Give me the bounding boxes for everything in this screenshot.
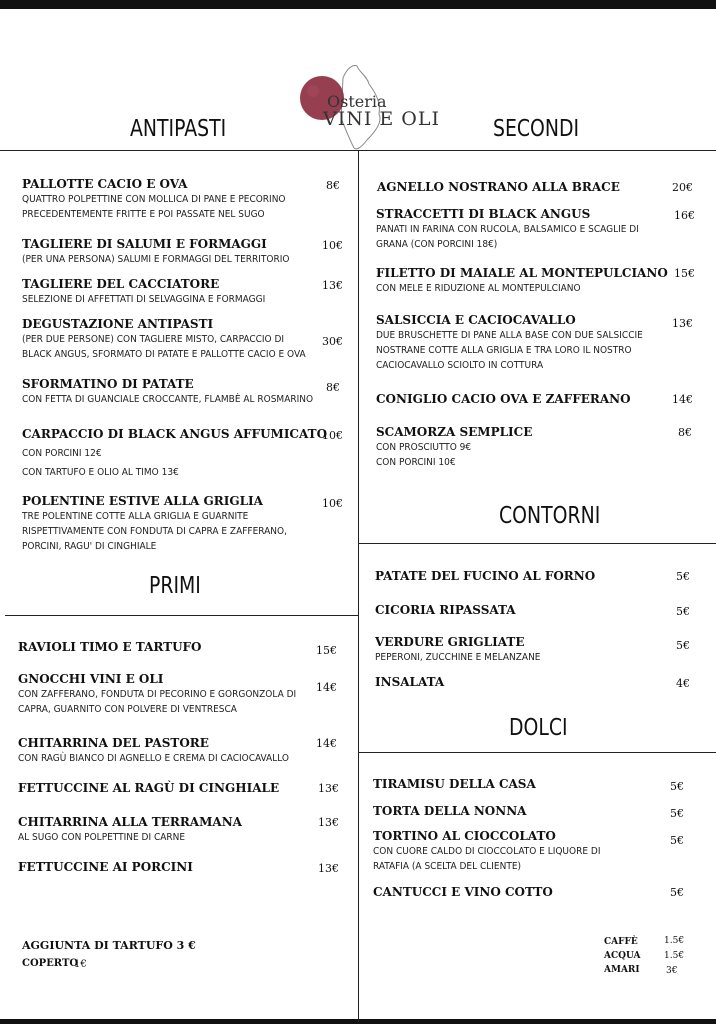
item-desc: AL SUGO CON POLPETTINE DI CARNE [18,832,186,843]
item-name: PALLOTTE CACIO E OVA [22,177,188,191]
list-item [376,425,668,470]
heading-dolci: DOLCI [509,715,568,741]
list-item [375,675,665,690]
item-price: 13€ [672,317,693,330]
osteria-logo [295,58,445,153]
item-name: TIRAMISU DELLA CASA [373,777,536,791]
item-price: 8€ [678,426,692,439]
drink-caffe: CAFFÈ [604,937,638,947]
item-name: CHITARRINA DEL PASTORE [18,736,209,750]
list-item [22,237,322,267]
item-price: 8€ [326,179,340,192]
divider-primi [5,615,358,616]
list-item [376,313,646,373]
heading-secondi: SECONDI [493,116,580,142]
item-price: 5€ [670,886,684,899]
list-item [18,640,308,655]
item-desc: CON FETTA DI GUANCIALE CROCCANTE, FLAMBÈ AL ROSMARINO [22,394,314,405]
list-item [373,885,663,900]
item-price: 10€ [322,429,343,442]
item-desc: CON PROSCIUTTO 9€ [376,442,472,453]
item-name: TAGLIERE DEL CACCIATORE [22,277,220,291]
list-item [22,317,312,362]
item-price: 20€ [672,181,693,194]
list-item [22,494,322,554]
item-name: DEGUSTAZIONE ANTIPASTI [22,317,214,331]
list-item [375,603,665,618]
item-desc: CON PORCINI 12€ [22,448,102,459]
list-item [375,635,665,665]
item-desc: QUATTRO POLPETTINE CON MOLLICA DI PANE E PECORINO PRECEDENTEMENTE FRITTE E POI PASSATE NEL SUGO [22,194,286,220]
item-price: 14€ [316,681,337,694]
list-item [22,277,322,307]
item-name: STRACCETTI DI BLACK ANGUS [376,207,591,221]
drink-amari: AMARI [604,965,640,975]
item-price: 5€ [670,780,684,793]
drink-amari-price: 3€ [666,966,678,976]
item-price: 16€ [674,209,695,222]
list-item [377,180,667,195]
divider-dolci [358,752,716,753]
item-desc: CON PORCINI 10€ [376,457,456,468]
item-price: 8€ [326,381,340,394]
list-item [22,177,322,222]
item-price: 13€ [318,782,339,795]
item-name: GNOCCHI VINI E OLI [18,672,164,686]
coperto-label: COPERTO [22,958,79,969]
logo-osteria-text: Osteria [327,92,387,111]
item-name: CARPACCIO DI BLACK ANGUS AFFUMICATO [22,427,328,441]
item-name: INSALATA [375,675,445,689]
drink-acqua: ACQUA [604,951,641,961]
item-price: 4€ [676,677,690,690]
item-desc: PANATI IN FARINA CON RUCOLA, BALSAMICO E SCAGLIE DI GRANA (CON PORCINI 18€) [376,224,639,250]
item-price: 5€ [676,605,690,618]
item-price: 13€ [318,862,339,875]
item-name: SCAMORZA SEMPLICE [376,425,533,439]
list-item [376,266,668,296]
item-desc: CON ZAFFERANO, FONDUTA DI PECORINO E GORGONZOLA DI CAPRA, GUARNITO CON POLVERE DI VENTRESCA [18,689,297,715]
item-desc: CON MELE E RIDUZIONE AL MONTEPULCIANO [376,283,581,294]
item-name: CONIGLIO CACIO OVA E ZAFFERANO [376,392,631,406]
item-name: CHITARRINA ALLA TERRAMANA [18,815,242,829]
list-item [373,804,663,819]
item-name: SFORMATINO DI PATATE [22,377,194,391]
item-name: FETTUCCINE AL RAGÙ DI CINGHIALE [18,781,280,795]
drink-acqua-price: 1.5€ [664,951,685,961]
item-name: TORTINO AL CIOCCOLATO [373,829,556,843]
list-item [373,829,613,874]
item-name: FETTUCCINE AI PORCINI [18,860,193,874]
item-price: 14€ [316,737,337,750]
item-price: 10€ [322,497,343,510]
item-desc: CON RAGÙ BIANCO DI AGNELLO E CREMA DI CACIOCAVALLO [18,753,289,764]
item-desc: (PER UNA PERSONA) SALUMI E FORMAGGI DEL TERRITORIO [22,254,290,265]
list-item [18,736,308,766]
item-name: SALSICCIA E CACIOCAVALLO [376,313,576,327]
item-name: CICORIA RIPASSATA [375,603,516,617]
list-item [22,427,328,480]
item-price: 5€ [670,807,684,820]
item-name: FILETTO DI MAIALE AL MONTEPULCIANO [376,266,668,280]
item-desc: PEPERONI, ZUCCHINE E MELANZANE [375,652,541,663]
tartufo-addition: AGGIUNTA DI TARTUFO 3 € [22,939,196,952]
item-price: 30€ [322,335,343,348]
item-price: 15€ [316,644,337,657]
list-item [18,781,308,796]
list-item [373,777,663,792]
item-name: AGNELLO NOSTRANO ALLA BRACE [377,180,620,194]
item-price: 13€ [318,816,339,829]
item-desc: (PER DUE PERSONE) CON TAGLIERE MISTO, CARPACCIO DI BLACK ANGUS, SFORMATO DI PATATE E PALLOTTE CACIO E OVA [22,334,306,360]
coperto-price: 1€ [74,959,87,970]
item-name: VERDURE GRIGLIATE [375,635,525,649]
list-item [376,207,668,252]
item-name: CANTUCCI E VINO COTTO [373,885,553,899]
item-name: RAVIOLI TIMO E TARTUFO [18,640,202,654]
item-name: PATATE DEL FUCINO AL FORNO [375,569,596,583]
list-item [18,672,308,717]
heading-primi: PRIMI [149,573,201,599]
item-desc: DUE BRUSCHETTE DI PANE ALLA BASE CON DUE SALSICCIE NOSTRANE COTTE ALLA GRIGLIA E TRA LORO IL NOSTRO CACIOCAVALLO SCIOLTO IN COTTURA [376,330,643,371]
heading-antipasti: ANTIPASTI [130,116,227,142]
item-price: 5€ [670,834,684,847]
list-item [375,569,665,584]
item-price: 5€ [676,570,690,583]
item-price: 10€ [322,239,343,252]
divider-contorni [358,543,716,544]
item-price: 15€ [674,267,695,280]
logo-vini-text: VINI E OLI [323,108,441,130]
heading-contorni: CONTORNI [499,503,601,529]
item-name: TORTA DELLA NONNA [373,804,527,818]
list-item [22,377,322,407]
list-item [18,815,308,845]
item-desc: TRE POLENTINE COTTE ALLA GRIGLIA E GUARNITE RISPETTIVAMENTE CON FONDUTA DI CAPRA E ZAFFERANO, PORCINI, RAGU' DI CINGHIALE [22,511,287,552]
item-desc: CON TARTUFO E OLIO AL TIMO 13€ [22,467,179,478]
list-item [376,392,668,407]
item-desc: CON CUORE CALDO DI CIOCCOLATO E LIQUORE DI RATAFIA (A SCELTA DEL CLIENTE) [373,846,601,872]
item-price: 14€ [672,393,693,406]
item-name: TAGLIERE DI SALUMI E FORMAGGI [22,237,267,251]
top-border [0,0,716,9]
column-divider [358,150,359,1022]
item-desc: SELEZIONE DI AFFETTATI DI SELVAGGINA E FORMAGGI [22,294,266,305]
item-name: POLENTINE ESTIVE ALLA GRIGLIA [22,494,263,508]
drink-caffe-price: 1.5€ [664,936,685,946]
item-price: 5€ [676,639,690,652]
list-item [18,860,308,875]
item-price: 13€ [322,279,343,292]
